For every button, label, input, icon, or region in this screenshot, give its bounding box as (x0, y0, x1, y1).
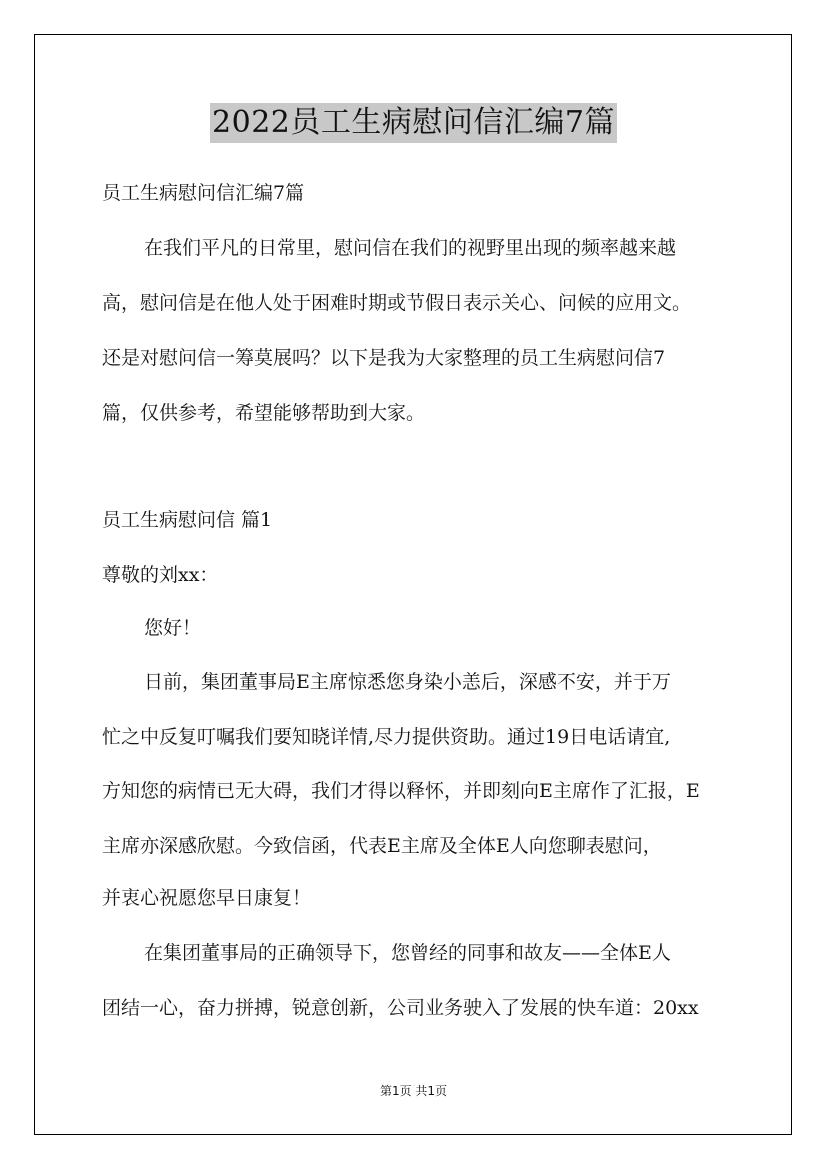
intro-line: 在我们平凡的日常里，慰问信在我们的视野里出现的频率越来越 (144, 237, 677, 259)
paragraph-line: 主席亦深感欣慰。今致信函，代表E主席及全体E人向您聊表慰问， (102, 835, 662, 857)
subtitle: 员工生病慰问信汇编7篇 (102, 182, 305, 204)
title-container (0, 103, 827, 143)
salutation: 尊敬的刘xx： (102, 564, 219, 586)
paragraph-line: 日前，集团董事局E主席惊悉您身染小恙后，深感不安，并于万 (144, 671, 671, 693)
intro-line: 还是对慰问信一筹莫展吗？以下是我为大家整理的员工生病慰问信7 (102, 347, 666, 369)
paragraph-line: 在集团董事局的正确领导下，您曾经的同事和故友——全体E人 (144, 942, 671, 964)
page-footer: 第1页 共1页 (379, 1084, 448, 1098)
greeting: 您好！ (144, 617, 202, 639)
document-title: 2022员工生病慰问信汇编7篇 (210, 103, 617, 143)
intro-line: 篇，仅供参考，希望能够帮助到大家。 (102, 402, 426, 424)
intro-line: 高，慰问信是在他人处于困难时期或节假日表示关心、问候的应用文。 (102, 292, 692, 314)
paragraph-line: 团结一心，奋力拼搏，锐意创新，公司业务驶入了发展的快车道：20xx (102, 997, 699, 1019)
paragraph-line: 忙之中反复叮嘱我们要知晓详情,尽力提供资助。通过19日电话请宜, (102, 726, 671, 748)
paragraph-line: 并衷心祝愿您早日康复！ (102, 887, 312, 909)
section-heading: 员工生病慰问信 篇1 (102, 509, 273, 531)
paragraph-line: 方知您的病情已无大碍，我们才得以释怀，并即刻向E主席作了汇报，E (102, 780, 700, 802)
